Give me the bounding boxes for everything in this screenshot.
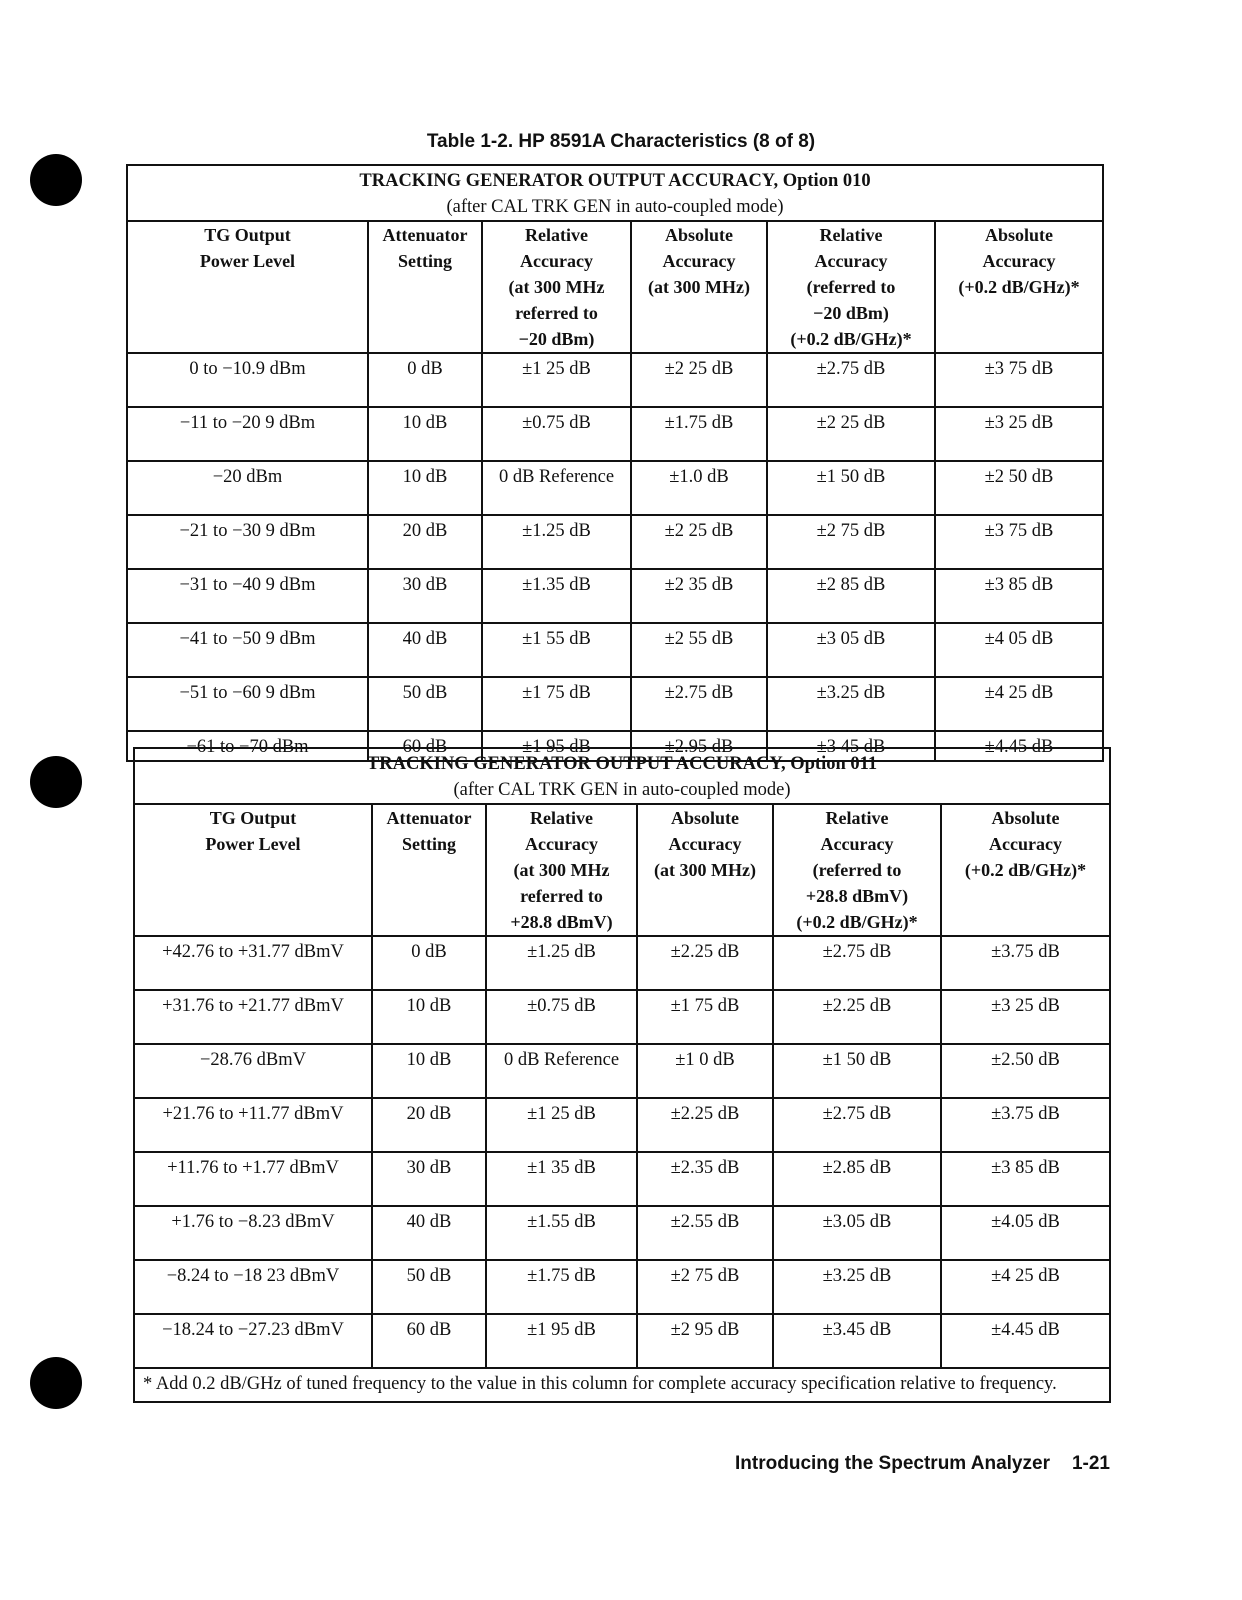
table-row <box>127 569 1103 623</box>
relative-300mhz-cell: ±1 25 dB <box>482 353 631 407</box>
relative-freq-cell: ±2.75 dB <box>767 353 935 407</box>
power-level-cell: −28.76 dBmV <box>134 1044 372 1098</box>
absolute-300mhz-cell: ±2 75 dB <box>637 1260 773 1314</box>
col-header-absolute-freq: Absolute Accuracy (+0.2 dB/GHz)* <box>935 221 1103 353</box>
relative-300mhz-cell: ±0.75 dB <box>482 407 631 461</box>
power-level-cell: −21 to −30 9 dBm <box>127 515 368 569</box>
absolute-300mhz-cell: ±2.95 dB <box>631 731 767 761</box>
absolute-freq-cell: ±3 25 dB <box>935 407 1103 461</box>
section-title: TRACKING GENERATOR OUTPUT ACCURACY, Option 010 <box>359 171 871 191</box>
absolute-300mhz-cell: ±1 0 dB <box>637 1044 773 1098</box>
col-header-power-level: TG Output Power Level <box>134 804 372 936</box>
relative-300mhz-cell: 0 dB Reference <box>482 461 631 515</box>
table-row <box>127 461 1103 515</box>
attenuator-cell: 10 dB <box>368 461 482 515</box>
relative-freq-cell: ±3.25 dB <box>767 677 935 731</box>
absolute-300mhz-cell: ±2 95 dB <box>637 1314 773 1368</box>
power-level-cell: −31 to −40 9 dBm <box>127 569 368 623</box>
relative-freq-cell: ±3.45 dB <box>773 1314 941 1368</box>
binder-hole <box>30 756 82 808</box>
power-level-cell: −8.24 to −18 23 dBmV <box>134 1260 372 1314</box>
attenuator-cell: 30 dB <box>368 569 482 623</box>
col-header-power-level: TG Output Power Level <box>127 221 368 353</box>
power-level-cell: −61 to −70 dBm <box>127 731 368 761</box>
attenuator-cell: 40 dB <box>368 623 482 677</box>
relative-300mhz-cell: ±1.75 dB <box>486 1260 637 1314</box>
absolute-300mhz-cell: ±2.75 dB <box>631 677 767 731</box>
table-caption: Table 1-2. HP 8591A Characteristics (8 of 8) <box>426 131 816 152</box>
absolute-300mhz-cell: ±2 55 dB <box>631 623 767 677</box>
attenuator-cell: 40 dB <box>372 1206 486 1260</box>
table-row <box>134 1152 1110 1206</box>
column-header-row <box>134 804 1110 936</box>
absolute-freq-cell: ±4 25 dB <box>941 1260 1110 1314</box>
attenuator-cell: 0 dB <box>372 936 486 990</box>
col-header-relative-300mhz: Relative Accuracy (at 300 MHz referred to −20 dBm) <box>482 221 631 353</box>
attenuator-cell: 10 dB <box>372 990 486 1044</box>
absolute-300mhz-cell: ±1.75 dB <box>631 407 767 461</box>
col-header-relative-freq: Relative Accuracy (referred to +28.8 dBmV) (+0.2 dB/GHz)* <box>773 804 941 936</box>
col-header-attenuator: Attenuator Setting <box>368 221 482 353</box>
absolute-freq-cell: ±4 05 dB <box>935 623 1103 677</box>
col-header-absolute-300mhz: Absolute Accuracy (at 300 MHz) <box>637 804 773 936</box>
power-level-cell: 0 to −10.9 dBm <box>127 353 368 407</box>
absolute-freq-cell: ±2 50 dB <box>935 461 1103 515</box>
attenuator-cell: 60 dB <box>368 731 482 761</box>
absolute-freq-cell: ±4 25 dB <box>935 677 1103 731</box>
absolute-300mhz-cell: ±2 35 dB <box>631 569 767 623</box>
table-row <box>127 623 1103 677</box>
col-header-attenuator: Attenuator Setting <box>372 804 486 936</box>
relative-300mhz-cell: ±0.75 dB <box>486 990 637 1044</box>
relative-300mhz-cell: ±1 95 dB <box>486 1314 637 1368</box>
table-row <box>127 407 1103 461</box>
relative-freq-cell: ±3 05 dB <box>767 623 935 677</box>
absolute-freq-cell: ±3 75 dB <box>935 515 1103 569</box>
table-row <box>134 1044 1110 1098</box>
table-row <box>134 990 1110 1044</box>
table-row <box>134 1314 1110 1368</box>
absolute-300mhz-cell: ±2.25 dB <box>637 936 773 990</box>
col-header-absolute-freq: Absolute Accuracy (+0.2 dB/GHz)* <box>941 804 1110 936</box>
absolute-freq-cell: ±3 25 dB <box>941 990 1110 1044</box>
absolute-freq-cell: ±3 85 dB <box>941 1152 1110 1206</box>
relative-300mhz-cell: ±1.35 dB <box>482 569 631 623</box>
col-header-relative-300mhz: Relative Accuracy (at 300 MHz referred to +28.8 dBmV) <box>486 804 637 936</box>
power-level-cell: −11 to −20 9 dBm <box>127 407 368 461</box>
relative-300mhz-cell: ±1 95 dB <box>482 731 631 761</box>
absolute-freq-cell: ±3.75 dB <box>941 936 1110 990</box>
page-number: 1-21 <box>1071 1453 1110 1474</box>
relative-freq-cell: ±2.85 dB <box>773 1152 941 1206</box>
relative-freq-cell: ±2 75 dB <box>767 515 935 569</box>
col-header-absolute-300mhz: Absolute Accuracy (at 300 MHz) <box>631 221 767 353</box>
col-header-relative-freq: Relative Accuracy (referred to −20 dBm) (+0.2 dB/GHz)* <box>767 221 935 353</box>
relative-freq-cell: ±1 50 dB <box>773 1044 941 1098</box>
absolute-freq-cell: ±4.05 dB <box>941 1206 1110 1260</box>
relative-300mhz-cell: ±1 35 dB <box>486 1152 637 1206</box>
relative-300mhz-cell: ±1.55 dB <box>486 1206 637 1260</box>
absolute-freq-cell: ±3 85 dB <box>935 569 1103 623</box>
attenuator-cell: 0 dB <box>368 353 482 407</box>
relative-300mhz-cell: ±1.25 dB <box>482 515 631 569</box>
footer-title: Introducing the Spectrum Analyzer <box>735 1453 1050 1474</box>
table-row <box>127 515 1103 569</box>
absolute-300mhz-cell: ±1 75 dB <box>637 990 773 1044</box>
relative-freq-cell: ±2 85 dB <box>767 569 935 623</box>
attenuator-cell: 20 dB <box>372 1098 486 1152</box>
option-011-table <box>133 747 1111 1403</box>
relative-freq-cell: ±2.25 dB <box>773 990 941 1044</box>
table-row <box>127 353 1103 407</box>
power-level-cell: −20 dBm <box>127 461 368 515</box>
power-level-cell: +31.76 to +21.77 dBmV <box>134 990 372 1044</box>
absolute-300mhz-cell: ±2.55 dB <box>637 1206 773 1260</box>
binder-hole <box>30 1357 82 1409</box>
relative-freq-cell: ±3.05 dB <box>773 1206 941 1260</box>
binder-hole <box>30 154 82 206</box>
page-footer <box>735 1453 1110 1475</box>
attenuator-cell: 10 dB <box>372 1044 486 1098</box>
attenuator-cell: 10 dB <box>368 407 482 461</box>
relative-300mhz-cell: ±1 55 dB <box>482 623 631 677</box>
footnote: * Add 0.2 dB/GHz of tuned frequency to the value in this column for complete accuracy specification relative to frequency. <box>134 1368 1110 1402</box>
section-title: TRACKING GENERATOR OUTPUT ACCURACY, Option 011 <box>366 754 878 774</box>
relative-300mhz-cell: ±1.25 dB <box>486 936 637 990</box>
relative-freq-cell: ±2.75 dB <box>773 936 941 990</box>
footnote-row <box>134 1368 1110 1402</box>
attenuator-cell: 60 dB <box>372 1314 486 1368</box>
absolute-freq-cell: ±4.45 dB <box>935 731 1103 761</box>
power-level-cell: +42.76 to +31.77 dBmV <box>134 936 372 990</box>
power-level-cell: +1.76 to −8.23 dBmV <box>134 1206 372 1260</box>
relative-freq-cell: ±3.25 dB <box>773 1260 941 1314</box>
relative-300mhz-cell: 0 dB Reference <box>486 1044 637 1098</box>
section-subtitle: (after CAL TRK GEN in auto-coupled mode) <box>446 197 784 217</box>
section-header <box>127 165 1103 221</box>
absolute-freq-cell: ±3.75 dB <box>941 1098 1110 1152</box>
option-010-table <box>126 164 1104 762</box>
absolute-300mhz-cell: ±2.35 dB <box>637 1152 773 1206</box>
power-level-cell: −51 to −60 9 dBm <box>127 677 368 731</box>
power-level-cell: +21.76 to +11.77 dBmV <box>134 1098 372 1152</box>
relative-freq-cell: ±2 25 dB <box>767 407 935 461</box>
absolute-300mhz-cell: ±2.25 dB <box>637 1098 773 1152</box>
attenuator-cell: 30 dB <box>372 1152 486 1206</box>
attenuator-cell: 50 dB <box>368 677 482 731</box>
attenuator-cell: 20 dB <box>368 515 482 569</box>
column-header-row <box>127 221 1103 353</box>
table-row <box>127 677 1103 731</box>
power-level-cell: −41 to −50 9 dBm <box>127 623 368 677</box>
absolute-freq-cell: ±2.50 dB <box>941 1044 1110 1098</box>
table-row <box>134 1098 1110 1152</box>
table-row <box>134 1206 1110 1260</box>
relative-freq-cell: ±2.75 dB <box>773 1098 941 1152</box>
table-row <box>134 936 1110 990</box>
power-level-cell: −18.24 to −27.23 dBmV <box>134 1314 372 1368</box>
absolute-freq-cell: ±3 75 dB <box>935 353 1103 407</box>
relative-300mhz-cell: ±1 75 dB <box>482 677 631 731</box>
absolute-freq-cell: ±4.45 dB <box>941 1314 1110 1368</box>
relative-freq-cell: ±1 50 dB <box>767 461 935 515</box>
relative-freq-cell: ±3 45 dB <box>767 731 935 761</box>
attenuator-cell: 50 dB <box>372 1260 486 1314</box>
table-row <box>134 1260 1110 1314</box>
power-level-cell: +11.76 to +1.77 dBmV <box>134 1152 372 1206</box>
absolute-300mhz-cell: ±2 25 dB <box>631 515 767 569</box>
section-header <box>134 748 1110 804</box>
absolute-300mhz-cell: ±1.0 dB <box>631 461 767 515</box>
absolute-300mhz-cell: ±2 25 dB <box>631 353 767 407</box>
relative-300mhz-cell: ±1 25 dB <box>486 1098 637 1152</box>
section-subtitle: (after CAL TRK GEN in auto-coupled mode) <box>453 780 791 800</box>
